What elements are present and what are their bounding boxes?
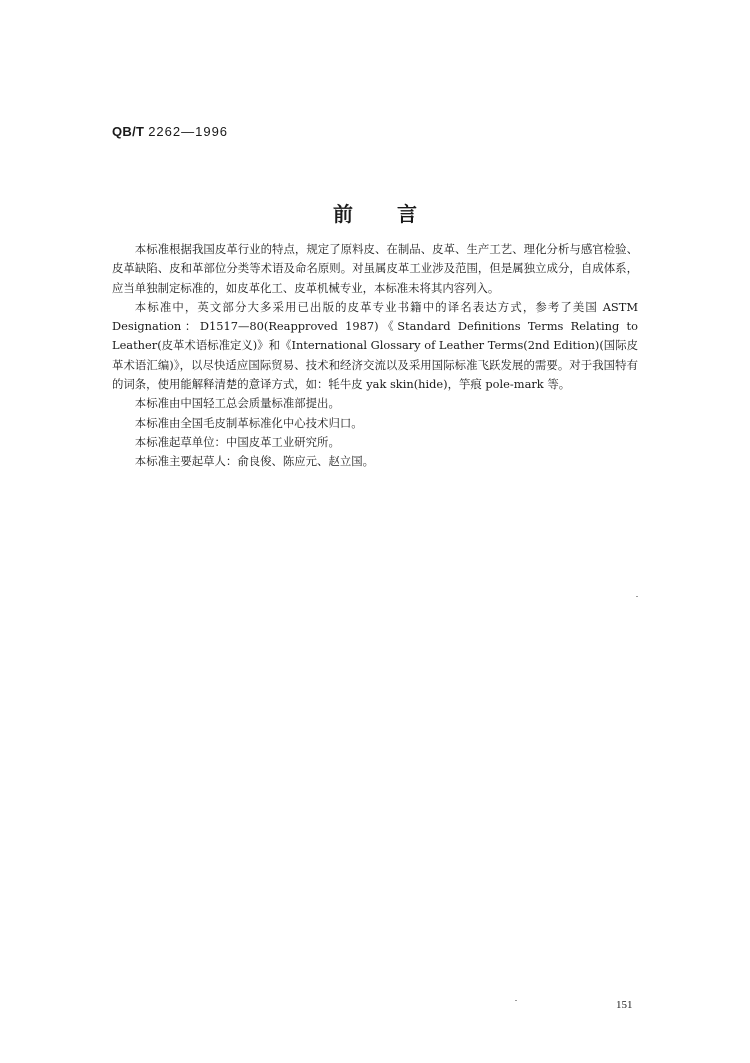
- paragraph-proposed-by: 本标准由中国轻工总会质量标准部提出。: [134, 396, 340, 411]
- page-title: 前言: [333, 202, 461, 226]
- preface-body: [112, 240, 638, 472]
- standard-number: 2262—1996: [148, 124, 229, 139]
- scan-speck: [636, 596, 638, 597]
- page-number: 151: [616, 999, 633, 1011]
- standard-prefix: QB/T: [112, 124, 145, 139]
- paragraph-scope: 本标准根据我国皮革行业的特点，规定了原料皮、在制品、皮革、生产工艺、理化分析与感官检验、皮革缺陷、皮和革部位分类等术语及命名原则。对虽属皮革工业涉及范围，但是属独立成分，自成体系，应当单独制定标准的，如皮革化工、皮革机械专业，本标准未将其内容列入。: [112, 242, 638, 295]
- paragraph-english-terms: 本标准中，英文部分大多采用已出版的皮革专业书籍中的译名表达方式，参考了美国 ASTM Designation：D1517—80(Reapproved 1987)《Standard Definitions Terms Relating to Leather(皮革术语标准定义)》和《International Glossary of Leather Terms(2nd Edition)(国际皮革术语汇编)》，以尽快适应国际贸易、技术和经济交流以及采用国际标准飞跃发展的需要。对于我国特有的词条，使用能解释清楚的意译方式，如：牦牛皮 yak skin(hide)，竽痕 pole-mark 等。: [112, 299, 638, 392]
- scan-speck: [515, 1000, 517, 1001]
- paragraph-centralized-by: 本标准由全国毛皮制革标准化中心技术归口。: [134, 415, 363, 430]
- paragraph-drafters: 本标准主要起草人：俞良俊、陈应元、赵立国。: [134, 454, 375, 469]
- paragraph-drafting-unit: 本标准起草单位：中国皮革工业研究所。: [134, 434, 340, 449]
- standard-code: [112, 124, 228, 139]
